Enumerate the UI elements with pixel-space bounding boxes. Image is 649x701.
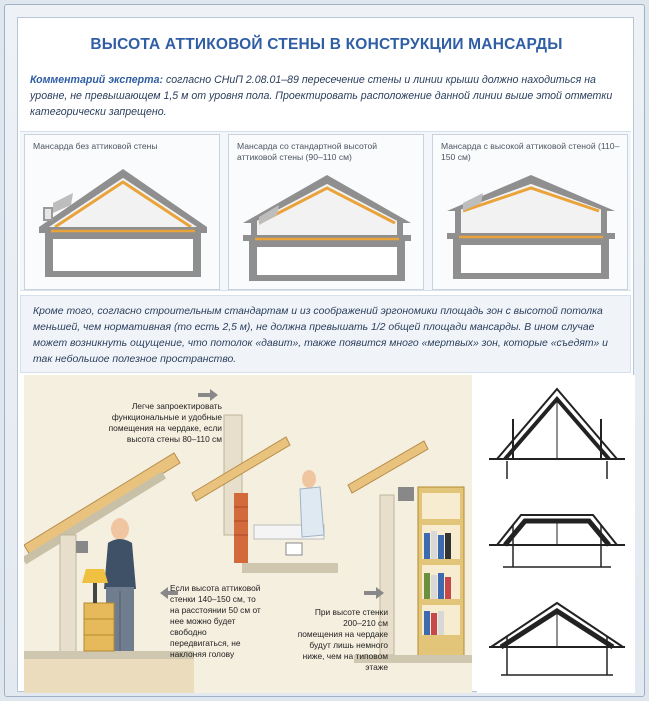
attic-no-wall-diagram	[25, 135, 221, 291]
ergonomics-note: Кроме того, согласно строительным стандартам и из соображений эргономики площадь зон с высотой потолка меньшей, чем нормативная (то есть 2,5 м), не должна превышать 1/2 общей площади мансарды. В ином случае может возникнуть ощущение, что потолок «давит», также появится много «мертвых» зон, которые «съедят» и так небольшое полезное пространство.	[20, 295, 631, 373]
house-diagrams	[20, 131, 631, 291]
caption-right: При высоте стенки 200–210 см помещения на чердаке будут лишь немного ниже, чем на типовом этаже	[297, 607, 388, 672]
house-card-standard-wall	[228, 134, 424, 290]
attic-high-wall-diagram	[433, 135, 629, 291]
page-frame	[4, 4, 645, 697]
section-diagrams	[477, 375, 635, 693]
caption-left: Если высота аттиковой стенки 140–150 см, то на расстоянии 50 см от нее можно будет свободно передвигаться, не наклоняя голову	[170, 583, 261, 659]
content-panel	[17, 17, 634, 692]
page-title: ВЫСОТА АТТИКОВОЙ СТЕНЫ В КОНСТРУКЦИИ МАНСАРДЫ	[90, 36, 563, 53]
expert-text: согласно СНиП 2.08.01–89 пересечение стены и линии крыши должно находиться на уровне, не превышающем 1,5 м от уровня пола. Проектировать расположение данной линии выше этой отметки категорически запрещено.	[30, 74, 613, 118]
house-caption: Мансарда со стандартной высотой аттиковой стены (90–110 см)	[237, 141, 378, 162]
expert-comment	[30, 72, 623, 120]
house-card-high-wall	[432, 134, 628, 290]
house-caption: Мансарда с высокой аттиковой стеной (110–150 см)	[441, 141, 620, 162]
caption-top: Легче запроектировать функциональные и удобные помещения на чердаке, если высота стены 80–110 см	[108, 401, 222, 444]
attic-standard-wall-diagram	[229, 135, 425, 291]
roof-section-drawings	[477, 375, 635, 693]
house-caption: Мансарда без аттиковой стены	[33, 141, 158, 151]
attic-illustration	[24, 375, 472, 693]
house-card-no-wall	[24, 134, 220, 290]
expert-label: Комментарий эксперта:	[30, 74, 163, 86]
